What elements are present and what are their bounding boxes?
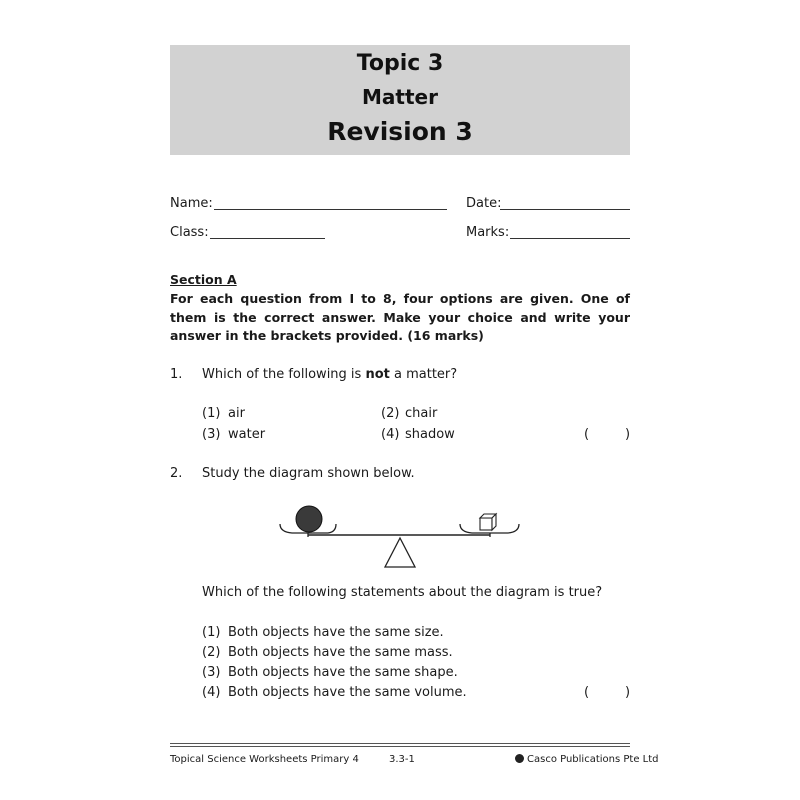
- revision-title: Revision 3: [327, 117, 473, 146]
- option-text: Both objects have the same shape.: [228, 665, 458, 680]
- marks-field[interactable]: [510, 238, 630, 239]
- question-number: 2.: [170, 466, 183, 481]
- footer-book-title: Topical Science Worksheets Primary 4: [170, 754, 359, 765]
- answer-bracket-open: (: [584, 427, 590, 442]
- footer-page-number: 3.3-1: [389, 754, 415, 765]
- publisher-logo-icon: [515, 754, 524, 763]
- small-cube-icon: [480, 514, 496, 530]
- question-text: Study the diagram shown below.: [202, 466, 415, 481]
- date-label: Date:: [466, 196, 502, 211]
- date-field[interactable]: [500, 209, 630, 210]
- option-text: Both objects have the same size.: [228, 625, 444, 640]
- topic-title: Topic 3: [356, 51, 444, 76]
- option-text: Both objects have the same mass.: [228, 645, 453, 660]
- fulcrum-triangle: [385, 538, 415, 567]
- answer-box[interactable]: [592, 427, 622, 443]
- question-text: Which of the following is not a matter?: [202, 367, 458, 382]
- answer-bracket-open: (: [584, 685, 590, 700]
- option-text: Both objects have the same volume.: [228, 685, 467, 700]
- class-field[interactable]: [210, 238, 325, 239]
- name-label: Name:: [170, 196, 213, 211]
- question-prompt: Which of the following statements about the diagram is true?: [202, 585, 603, 600]
- option-number: (3): [202, 427, 221, 442]
- balance-diagram: [270, 498, 530, 570]
- option-text: chair: [405, 406, 438, 421]
- marks-label: Marks:: [466, 225, 510, 240]
- name-field[interactable]: [214, 209, 447, 210]
- option-text: water: [228, 427, 266, 442]
- option-number: (2): [202, 645, 221, 660]
- answer-bracket-close: ): [625, 427, 631, 442]
- answer-box[interactable]: [592, 685, 622, 701]
- option-number: (4): [202, 685, 221, 700]
- answer-bracket-close: ): [625, 685, 631, 700]
- footer-rule-top: [170, 743, 630, 744]
- subject-title: Matter: [362, 85, 438, 109]
- option-number: (1): [202, 406, 221, 421]
- heavy-ball-icon: [296, 506, 322, 532]
- option-text: air: [228, 406, 245, 421]
- option-number: (3): [202, 665, 221, 680]
- option-number: (2): [381, 406, 400, 421]
- option-text: shadow: [405, 427, 455, 442]
- title-banner: [170, 45, 630, 155]
- footer-publisher: Casco Publications Pte Ltd: [527, 754, 659, 765]
- option-number: (4): [381, 427, 400, 442]
- option-number: (1): [202, 625, 221, 640]
- footer-rule-bottom: [170, 746, 630, 747]
- class-label: Class:: [170, 225, 209, 240]
- section-instructions: For each question from I to 8, four options are given. One of them is the correct answer. Make your choice and write your answer in the brackets provided. (16 marks): [170, 291, 630, 343]
- section-title: Section A: [170, 272, 237, 287]
- question-number: 1.: [170, 367, 183, 382]
